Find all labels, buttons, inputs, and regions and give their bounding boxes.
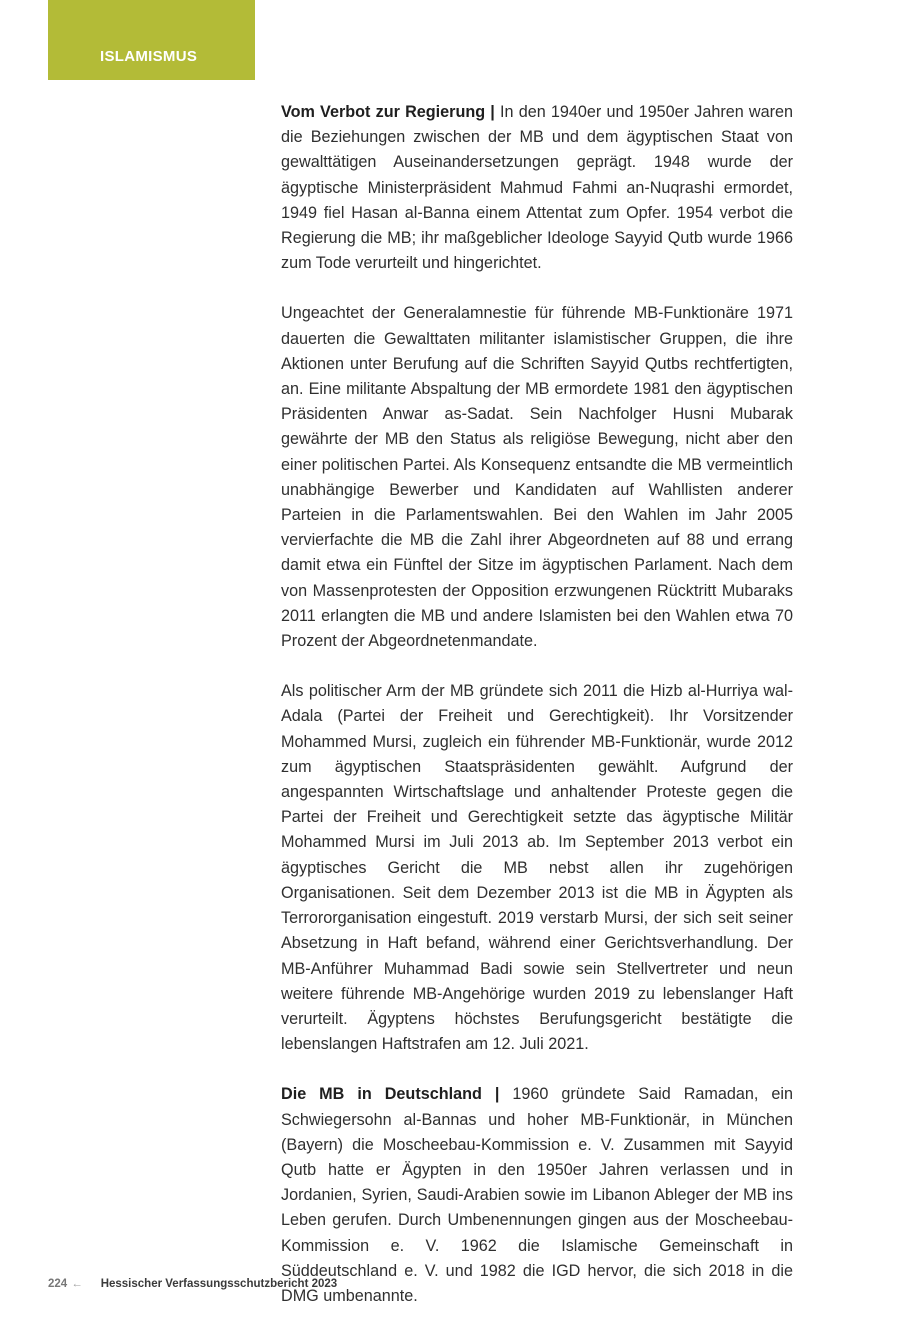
main-content	[281, 100, 793, 1334]
report-title: Hessischer Verfassungsschutzbericht 2023	[100, 1278, 338, 1290]
paragraph-text: Ungeachtet der Generalamnestie für führende MB-Funktionäre 1971 dauerten die Gewalttaten militanter islamistischer Gruppen, die ihre Aktionen unter Berufung auf die Schriften Sayyid Qutbs rechtfertigten, an. Eine militante Abspaltung der MB ermordete 1981 den ägyptischen Präsidenten Anwar as-Sadat. Sein Nachfolger Husni Mubarak gewährte der MB den Status als religiöse Bewegung, nicht aber den einer politischen Partei. Als Konsequenz entsandte die MB vermeintlich unabhängige Bewerber und Kandidaten auf Wahllisten anderer Parteien in die Parlamentswahlen. Bei den Wahlen im Jahr 2005 vervierfachte die MB die Zahl ihrer Abgeordneten auf 88 und errang damit etwa ein Fünftel der Sitze im ägyptischen Parlament. Nach dem von Massenprotesten der Opposition erzwungenen Rücktritt Mubaraks 2011 erlangten die MB und andere Islamisten bei den Wahlen etwa 70 Prozent der Abgeordnetenmandate.	[281, 304, 793, 651]
page-number: 224	[48, 1278, 68, 1290]
paragraph-generalamnestie	[281, 301, 793, 654]
page-footer	[48, 1278, 337, 1290]
paragraph-politischer-arm	[281, 679, 793, 1057]
paragraph-heading: Die MB in Deutschland |	[281, 1085, 500, 1104]
arrow-left-icon[interactable]: ←	[71, 1278, 83, 1290]
section-tab	[48, 0, 255, 80]
paragraph-deutschland	[281, 1082, 793, 1309]
paragraph-text: Als politischer Arm der MB gründete sich 2011 die Hizb al-Hurriya wal-Adala (Partei der Freiheit und Gerechtigkeit). Ihr Vorsitzender Mohammed Mursi, zugleich ein führender MB-Funktionär, wurde 2012 zum ägyptischen Staatspräsidenten gewählt. Aufgrund der angespannten Wirtschaftslage und anhaltender Proteste gegen die Partei der Freiheit und Gerechtigkeit setzte das ägyptische Militär Mohammed Mursi im Juli 2013 ab. Im September 2013 verbot ein ägyptisches Gericht die MB nebst allen ihr zugehörigen Organisationen. Seit dem Dezember 2013 ist die MB in Ägypten als Terrororganisation eingestuft. 2019 verstarb Mursi, der sich seit seiner Absetzung in Haft befand, während einer Gerichtsverhandlung. Der MB-Anführer Muhammad Badi sowie sein Stellvertreter und neun weitere führende MB-Angehörige wurden 2019 zu lebenslanger Haft verurteilt. Ägyptens höchstes Berufungsgericht bestätigte die lebenslangen Haftstrafen am 12. Juli 2021.	[281, 682, 793, 1054]
paragraph-heading: Vom Verbot zur Regierung |	[281, 103, 495, 121]
paragraph-text: In den 1940er und 1950er Jahren waren die Beziehungen zwischen der MB und dem ägyptischen Staat von gewalttätigen Auseinandersetzungen geprägt. 1948 wurde der ägyptische Ministerpräsident Mahmud Fahmi an-Nuqrashi ermordet, 1949 fiel Hasan al-Banna einem Attentat zum Opfer. 1954 verbot die Regierung die MB; ihr maßgeblicher Ideologe Sayyid Qutb wurde 1966 zum Tode verurteilt und hingerichtet.	[281, 103, 794, 273]
paragraph-regierung	[281, 100, 793, 276]
section-label: ISLAMISMUS	[100, 48, 198, 65]
paragraph-text: 1960 gründete Said Ramadan, ein Schwiegersohn al-Bannas und hoher MB-Funktionär, in München (Bayern) die Moscheebau-Kommission e. V. Zusammen mit Sayyid Qutb hatte er Ägypten in den 1950er Jahren verlassen und in Jordanien, Syrien, Saudi-Arabien sowie im Libanon Ableger der MB ins Leben gerufen. Durch Umbenennungen gingen aus der Moscheebau-Kommission e. V. 1962 die Islamische Gemeinschaft in Süddeutschland e. V. und 1982 die IGD hervor, die sich 2018 in die DMG umbenannte.	[281, 1085, 793, 1305]
